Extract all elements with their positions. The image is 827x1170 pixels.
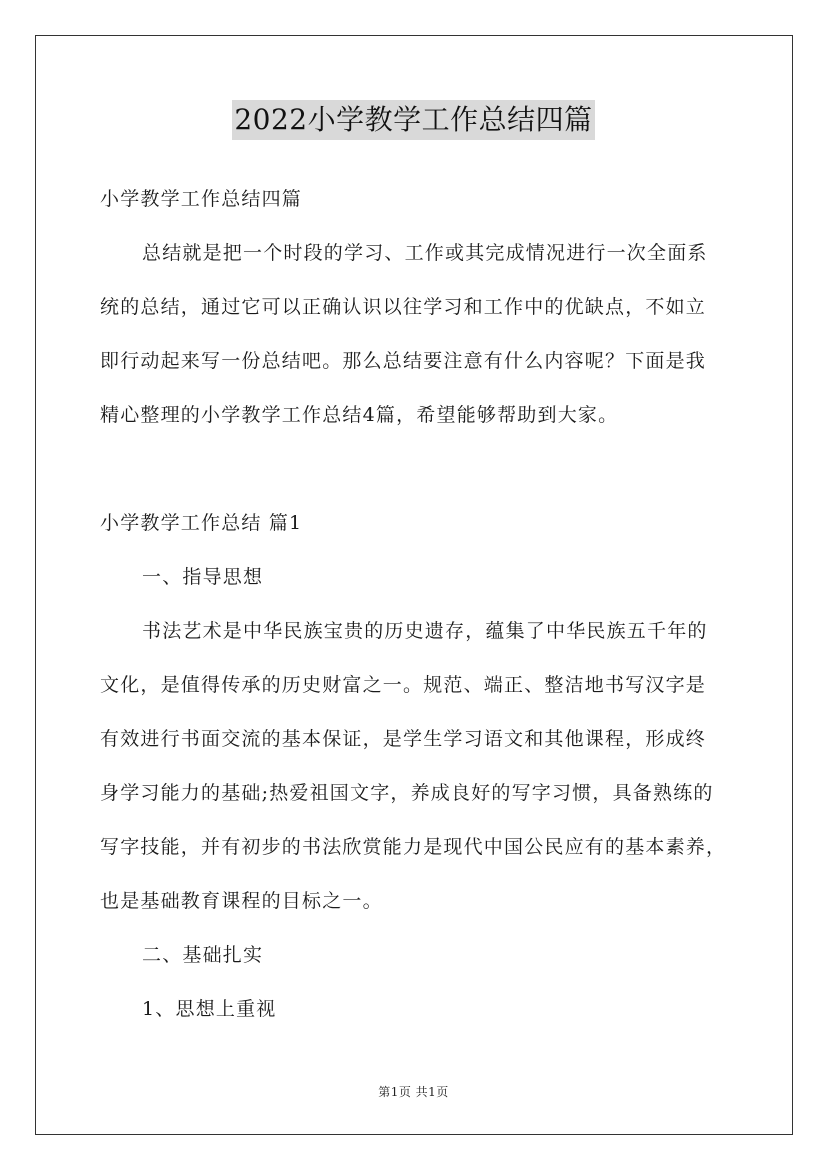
page-footer	[0, 1083, 827, 1100]
paragraph-line: 统的总结，通过它可以正确认识以往学习和工作中的优缺点，不如立	[100, 296, 707, 318]
paragraph-line: 精心整理的小学教学工作总结4篇，希望能够帮助到大家。	[100, 404, 619, 426]
page-number: 第1页 共1页	[378, 1085, 449, 1099]
paragraph-line: 有效进行书面交流的基本保证，是学生学习语文和其他课程，形成终	[100, 728, 707, 750]
paragraph-line: 写字技能，并有初步的书法欣赏能力是现代中国公民应有的基本素养，	[100, 836, 727, 858]
paragraph-line: 书法艺术是中华民族宝贵的历史遗存，蕴集了中华民族五千年的	[142, 620, 708, 642]
paragraph-gap	[100, 442, 740, 496]
section-heading: 小学教学工作总结四篇	[100, 188, 303, 210]
paragraph-line: 身学习能力的基础;热爱祖国文字，养成良好的写字习惯，具备熟练的	[100, 782, 714, 804]
paragraph-line: 也是基础教育课程的目标之一。	[100, 890, 383, 912]
document-title: 2022小学教学工作总结四篇	[232, 100, 594, 140]
paragraph-line: 文化，是值得传承的历史财富之一。规范、端正、整洁地书写汉字是	[100, 674, 707, 696]
subheading: 二、基础扎实	[142, 944, 264, 966]
title-container	[0, 100, 827, 140]
subheading: 一、指导思想	[142, 566, 264, 588]
subheading: 1、思想上重视	[142, 998, 277, 1020]
document-body	[100, 172, 740, 1036]
paragraph-line: 总结就是把一个时段的学习、工作或其完成情况进行一次全面系	[142, 242, 708, 264]
section-heading: 小学教学工作总结 篇1	[100, 512, 303, 534]
paragraph-line: 即行动起来写一份总结吧。那么总结要注意有什么内容呢？下面是我	[100, 350, 707, 372]
